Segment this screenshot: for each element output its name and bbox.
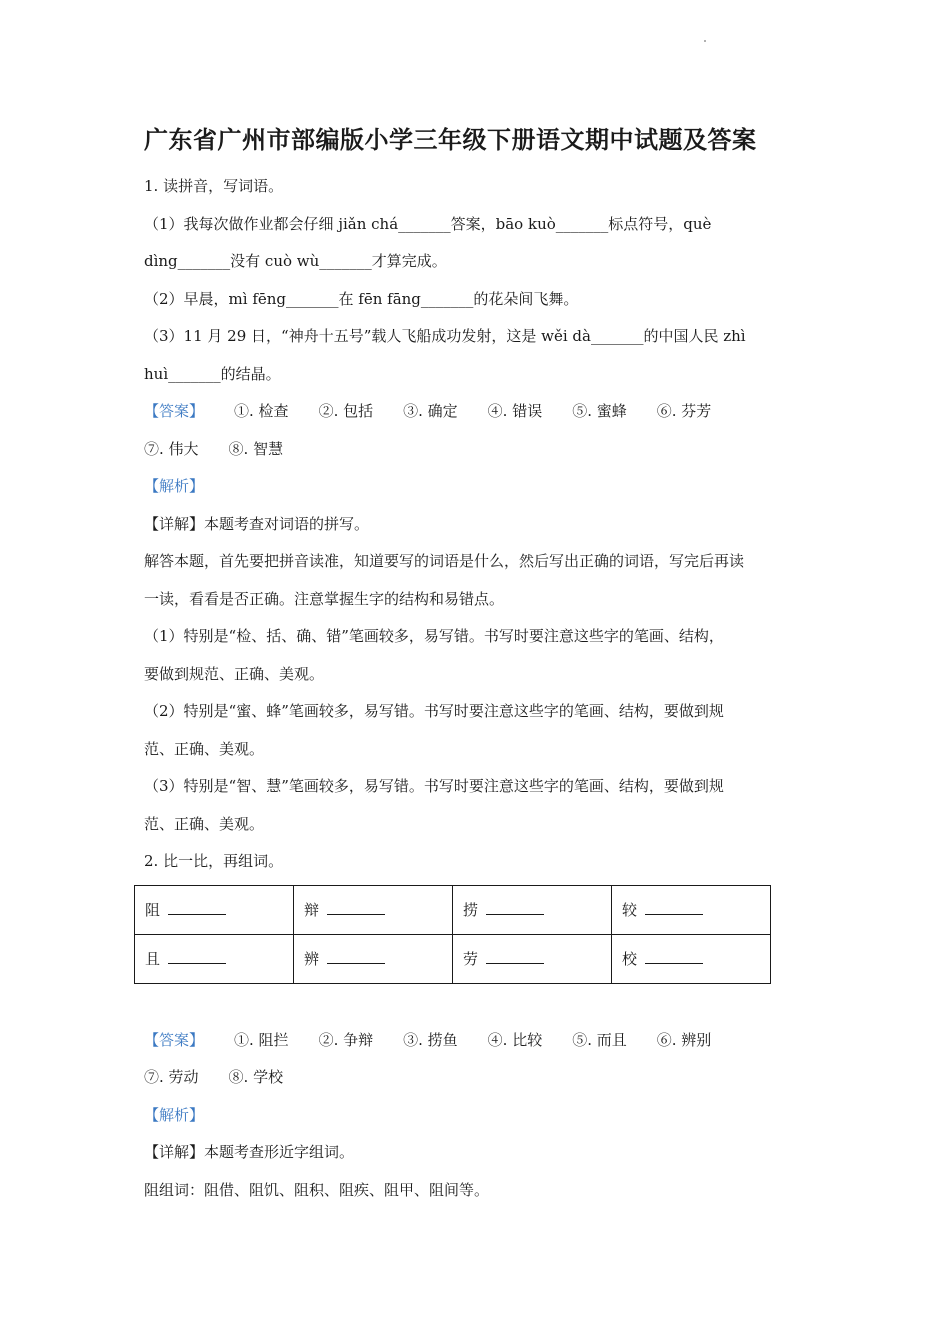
q2-answer-row	[144, 1022, 808, 1060]
answer-item: ⑧. 智慧	[228, 439, 284, 458]
q2-answer-row-2	[144, 1059, 808, 1097]
scan-dot	[704, 40, 706, 42]
q1-line: dìng_______没有 cuò wù_______才算完成。	[144, 252, 447, 270]
q1-line: huì_______的结晶。	[144, 364, 281, 383]
q1-detail-line: 解答本题，首先要把拼音读准，知道要写的词语是什么，然后写出正确的词语，写完后再读	[144, 552, 745, 570]
answer-blank	[327, 951, 385, 964]
character: 劳	[463, 950, 479, 968]
table-cell	[453, 885, 612, 934]
answer-tag: 【答案】	[144, 402, 205, 420]
q1-detail-line: 范、正确、美观。	[144, 814, 265, 833]
answer-item: ⑦. 劳动	[144, 1068, 199, 1086]
answer-item: ⑦. 伟大	[144, 439, 199, 458]
q2-stem: 2. 比一比，再组词。	[144, 852, 284, 870]
q1-detail-line: 范、正确、美观。	[144, 739, 265, 758]
q1-analysis-tag: 【解析】	[144, 477, 205, 495]
answer-blank	[168, 902, 226, 915]
q1-detail-line: （2）特别是“蜜、蜂”笔画较多，易写错。书写时要注意这些字的笔画、结构，要做到规	[144, 702, 724, 720]
character: 较	[622, 901, 638, 919]
table-row	[135, 885, 771, 934]
answer-item: ⑥. 辨别	[656, 1030, 712, 1049]
answer-item: ⑧. 学校	[228, 1068, 284, 1086]
answer-item: ④. 错误	[487, 402, 543, 420]
table-cell	[135, 885, 294, 934]
answer-item: ①. 阻拦	[234, 1030, 289, 1049]
q1-detail-line: （1）特别是“检、括、确、错”笔画较多，易写错。书写时要注意这些字的笔画、结构，	[144, 627, 724, 645]
q1-detail-line: （3）特别是“智、慧”笔画较多，易写错。书写时要注意这些字的笔画、结构，要做到规	[144, 777, 724, 795]
answer-blank	[327, 902, 385, 915]
table-cell	[135, 934, 294, 983]
q2-detail-line: 阻组词：阻借、阻饥、阻积、阻疾、阻甲、阻间等。	[144, 1180, 490, 1199]
q1-line: （1）我每次做作业都会仔细 jiǎn chá_______答案，bāo kuò_______标点符号，què	[144, 214, 712, 233]
answer-item: ③. 确定	[403, 402, 458, 420]
answer-item: ②. 争辩	[318, 1030, 374, 1049]
answer-blank	[486, 902, 544, 915]
document-page	[144, 118, 808, 1209]
q1-line: （3）11 月 29 日，“神舟十五号”载人飞船成功发射，这是 wěi dà_______的中国人民 zhì	[144, 327, 746, 345]
q1-line: （2）早晨，mì fēng_______在 fēn fāng_______的花朵间飞舞。	[144, 289, 579, 308]
q1-answer-row	[144, 393, 808, 431]
character: 辨	[304, 950, 320, 968]
answer-blank	[486, 951, 544, 964]
table-cell	[453, 934, 612, 983]
q1-detail-line: 【详解】本题考查对词语的拼写。	[144, 514, 370, 533]
character: 捞	[463, 901, 479, 919]
answer-item: ①. 检查	[234, 402, 289, 420]
table-cell	[612, 934, 771, 983]
character: 阻	[145, 901, 161, 919]
answer-item: ③. 捞鱼	[403, 1030, 458, 1049]
q2-detail-line: 【详解】本题考查形近字组词。	[144, 1143, 355, 1161]
answer-item: ④. 比较	[487, 1030, 543, 1049]
q1-detail-line: 要做到规范、正确、美观。	[144, 664, 325, 683]
table-cell	[294, 934, 453, 983]
page-title: 广东省广州市部编版小学三年级下册语文期中试题及答案	[144, 126, 757, 154]
table-cell	[294, 885, 453, 934]
answer-item: ②. 包括	[318, 402, 374, 420]
answer-tag: 【答案】	[144, 1030, 205, 1049]
character: 校	[622, 950, 638, 968]
q1-answer-row-2	[144, 431, 808, 469]
answer-blank	[645, 902, 703, 915]
character: 且	[145, 950, 161, 968]
answer-blank	[645, 951, 703, 964]
table-cell	[612, 885, 771, 934]
answer-item: ⑤. 而且	[572, 1030, 627, 1049]
answer-item: ⑤. 蜜蜂	[572, 402, 627, 420]
q1-detail-line: 一读，看看是否正确。注意掌握生字的结构和易错点。	[144, 589, 505, 608]
character-compare-table	[134, 885, 771, 984]
q1-stem: 1. 读拼音，写词语。	[144, 177, 284, 195]
spacer	[144, 984, 808, 1022]
q2-analysis-tag: 【解析】	[144, 1105, 205, 1124]
answer-blank	[168, 951, 226, 964]
table-row	[135, 934, 771, 983]
character: 辩	[304, 901, 320, 919]
answer-item: ⑥. 芬芳	[656, 402, 712, 420]
